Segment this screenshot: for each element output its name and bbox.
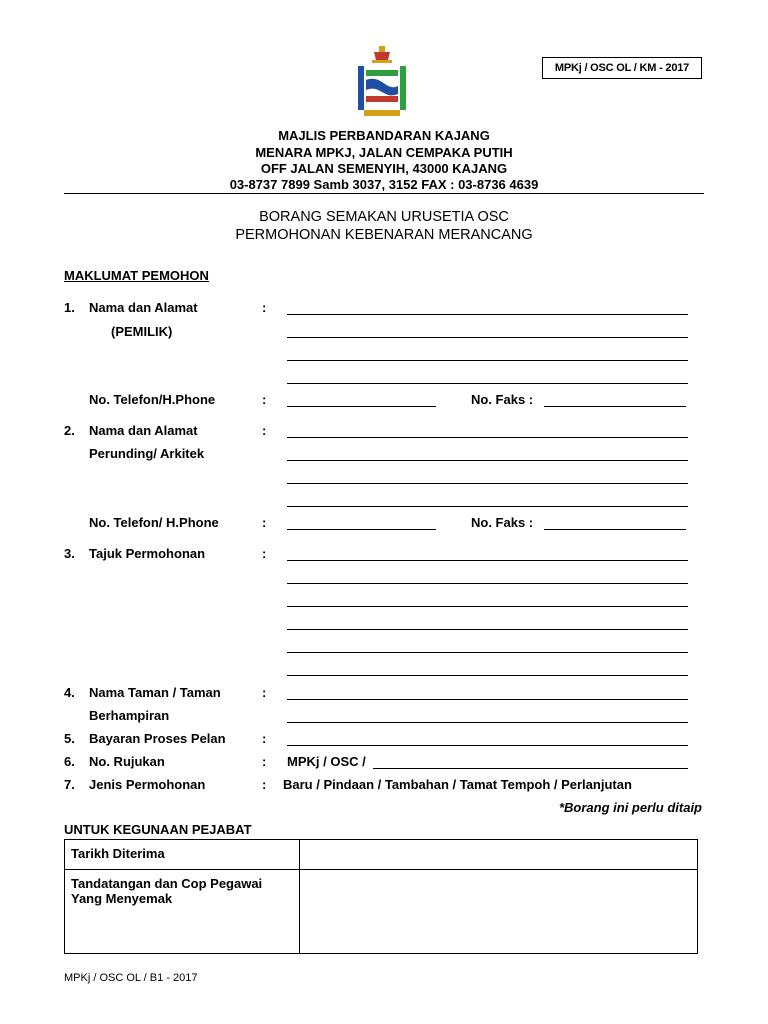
- field-4-colon: :: [262, 685, 267, 700]
- field-2-line-2[interactable]: [287, 460, 688, 461]
- field-1-fax-line[interactable]: [544, 406, 686, 407]
- field-7-number: 7.: [64, 777, 75, 792]
- field-2-phone-label: No. Telefon/ H.Phone: [89, 515, 219, 530]
- crown-icon: [372, 46, 392, 63]
- section-applicant-heading: MAKLUMAT PEMOHON: [64, 268, 209, 283]
- field-6-line[interactable]: [373, 768, 688, 769]
- mpkj-logo: [352, 44, 412, 122]
- field-7-options: Baru / Pindaan / Tambahan / Tamat Tempoh / Perlanjutan: [283, 777, 632, 792]
- signature-label-line-1: Tandatangan dan Cop Pegawai: [71, 876, 263, 891]
- field-2-phone-colon: :: [262, 515, 267, 530]
- field-5-number: 5.: [64, 731, 75, 746]
- signature-label-cell: [65, 870, 300, 954]
- field-5-label: Bayaran Proses Pelan: [89, 731, 226, 746]
- field-3-line-1[interactable]: [287, 560, 688, 561]
- header-divider: [64, 193, 704, 194]
- signature-label-line-2: Yang Menyemak: [71, 891, 173, 906]
- field-2-fax-label: No. Faks :: [471, 515, 534, 530]
- field-2-colon: :: [262, 423, 267, 438]
- field-4-sublabel: Berhampiran: [89, 708, 170, 723]
- field-1-colon: :: [262, 300, 267, 315]
- field-7-label: Jenis Permohonan: [89, 777, 206, 792]
- field-3-line-2[interactable]: [287, 583, 688, 584]
- field-2-number: 2.: [64, 423, 75, 438]
- field-1-line-1[interactable]: [287, 314, 688, 315]
- field-1-sublabel: (PEMILIK): [111, 324, 173, 339]
- field-1-phone-line[interactable]: [287, 406, 436, 407]
- date-received-cell[interactable]: [300, 840, 698, 870]
- field-5-colon: :: [262, 731, 267, 746]
- emblem-icon: [356, 64, 408, 116]
- field-5-line[interactable]: [287, 745, 688, 746]
- field-1-label: Nama dan Alamat: [89, 300, 198, 315]
- date-received-label: Tarikh Diterima: [65, 840, 300, 870]
- field-3-label: Tajuk Permohonan: [89, 546, 206, 561]
- council-address-line-2: OFF JALAN SEMENYIH, 43000 KAJANG: [260, 161, 508, 176]
- council-address-line-1: MENARA MPKJ, JALAN CEMPAKA PUTIH: [255, 145, 513, 160]
- council-name: MAJLIS PERBANDARAN KAJANG: [278, 128, 490, 143]
- document-reference-box: MPKj / OSC OL / KM - 2017: [542, 57, 702, 79]
- field-4-line-2[interactable]: [287, 722, 688, 723]
- signature-cell[interactable]: [300, 870, 698, 954]
- field-7-colon: :: [262, 777, 267, 792]
- field-3-number: 3.: [64, 546, 75, 561]
- field-6-prefix: MPKj / OSC /: [287, 754, 366, 769]
- field-2-fax-line[interactable]: [544, 529, 686, 530]
- section-office-heading: UNTUK KEGUNAAN PEJABAT: [64, 822, 252, 837]
- field-6-label: No. Rujukan: [89, 754, 165, 769]
- field-4-line-1[interactable]: [287, 699, 688, 700]
- field-6-colon: :: [262, 754, 267, 769]
- field-3-line-4[interactable]: [287, 629, 688, 630]
- field-4-number: 4.: [64, 685, 75, 700]
- office-use-table: [64, 839, 698, 954]
- field-1-phone-label: No. Telefon/H.Phone: [89, 392, 216, 407]
- field-1-line-3[interactable]: [287, 360, 688, 361]
- council-contact: 03-8737 7899 Samb 3037, 3152 FAX : 03-8736 4639: [229, 177, 539, 192]
- field-6-number: 6.: [64, 754, 75, 769]
- field-3-line-5[interactable]: [287, 652, 688, 653]
- field-1-line-2[interactable]: [287, 337, 688, 338]
- field-2-label: Nama dan Alamat: [89, 423, 198, 438]
- field-1-fax-label: No. Faks :: [471, 392, 534, 407]
- field-4-label: Nama Taman / Taman: [89, 685, 221, 700]
- field-1-line-4[interactable]: [287, 383, 688, 384]
- field-2-line-3[interactable]: [287, 483, 688, 484]
- field-1-number: 1.: [64, 300, 75, 315]
- typing-note: *Borang ini perlu ditaip: [558, 800, 702, 815]
- form-title: BORANG SEMAKAN URUSETIA OSC: [259, 209, 509, 225]
- field-2-phone-line[interactable]: [287, 529, 436, 530]
- field-3-line-6[interactable]: [287, 675, 688, 676]
- field-2-line-1[interactable]: [287, 437, 688, 438]
- field-1-phone-colon: :: [262, 392, 267, 407]
- form-subtitle: PERMOHONAN KEBENARAN MERANCANG: [235, 227, 533, 243]
- field-2-line-4[interactable]: [287, 506, 688, 507]
- footer-reference: MPKj / OSC OL / B1 - 2017: [64, 972, 198, 984]
- field-3-colon: :: [262, 546, 267, 561]
- field-2-sublabel: Perunding/ Arkitek: [89, 446, 205, 461]
- field-3-line-3[interactable]: [287, 606, 688, 607]
